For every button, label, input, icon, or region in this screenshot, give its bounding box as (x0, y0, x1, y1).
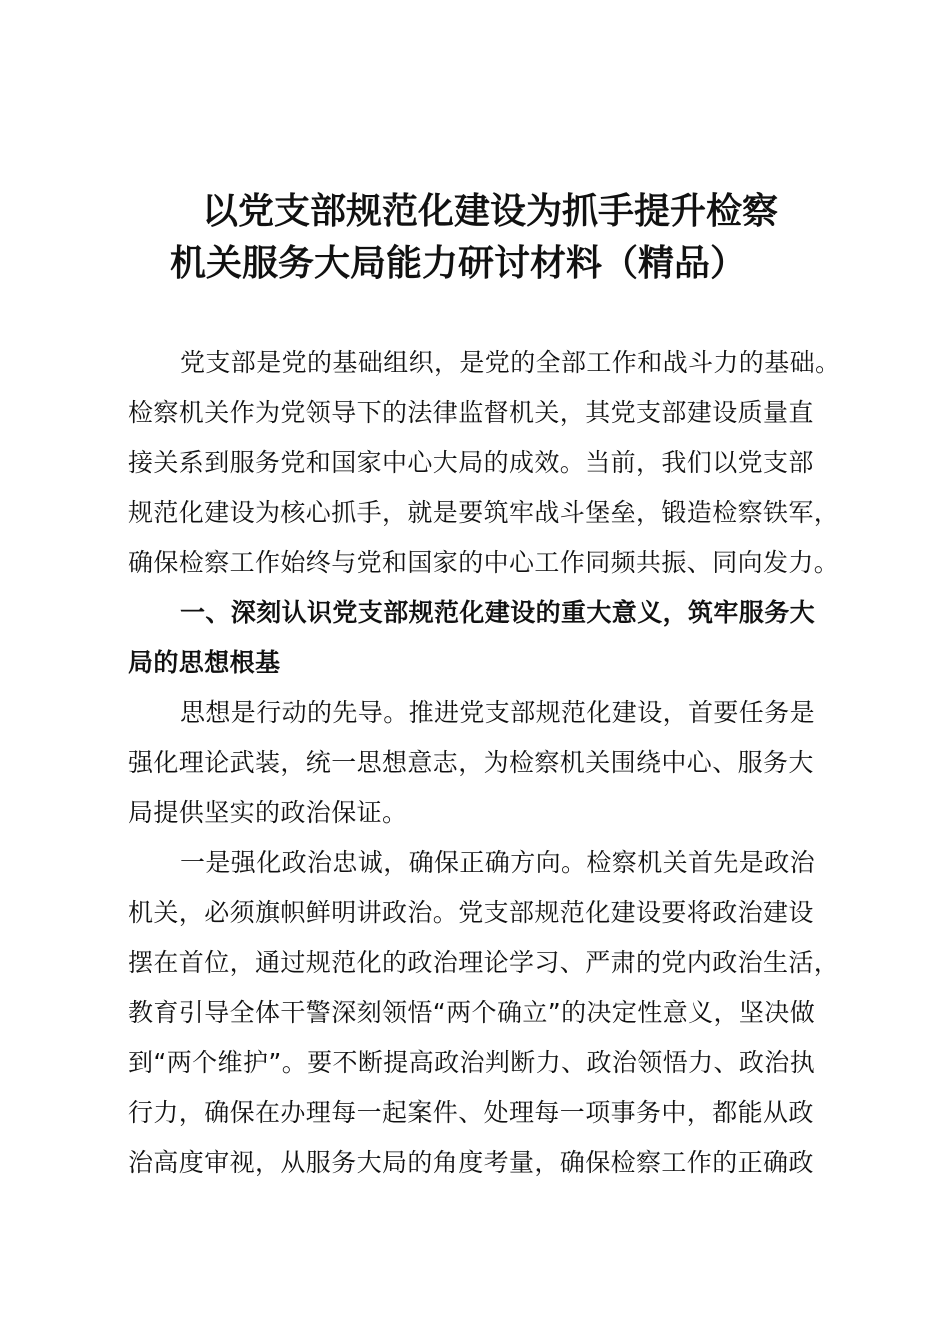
body-text-line: 机关，必须旗帜鲜明讲政治。党支部规范化建设要将政治建设 (128, 898, 814, 927)
section-heading-line: 一、深刻认识党支部规范化建设的重大意义，筑牢服务大 (180, 598, 816, 627)
body-text-line: 检察机关作为党领导下的法律监督机关，其党支部建设质量直 (128, 398, 814, 427)
body-text-line: 规范化建设为核心抓手，就是要筑牢战斗堡垒，锻造检察铁军， (128, 498, 840, 527)
body-text-line: 接关系到服务党和国家中心大局的成效。当前，我们以党支部 (128, 448, 814, 477)
body-text-line: 治高度审视，从服务大局的角度考量，确保检察工作的正确政 (128, 1148, 814, 1177)
body-text-line: 到“两个维护”。要不断提高政治判断力、政治领悟力、政治执 (128, 1048, 816, 1077)
body-text-line: 教育引导全体干警深刻领悟“两个确立”的决定性意义，坚决做 (128, 998, 816, 1027)
document-title-line-2: 机关服务大局能力研讨材料（精品） (170, 243, 747, 284)
body-text-line: 摆在首位，通过规范化的政治理论学习、严肃的党内政治生活， (128, 948, 840, 977)
body-text-line: 一是强化政治忠诚，确保正确方向。检察机关首先是政治 (180, 848, 816, 877)
document-title-line-1: 以党支部规范化建设为抓手提升检察 (201, 191, 778, 232)
body-text-line: 局提供坚实的政治保证。 (128, 798, 408, 827)
body-text-line: 党支部是党的基础组织，是党的全部工作和战斗力的基础。 (180, 348, 841, 377)
body-text-line: 行力，确保在办理每一起案件、处理每一项事务中，都能从政 (128, 1098, 814, 1127)
body-text-line: 强化理论武装，统一思想意志，为检察机关围绕中心、服务大 (128, 748, 814, 777)
section-heading-line: 局的思想根基 (128, 648, 281, 677)
body-text-line: 思想是行动的先导。推进党支部规范化建设，首要任务是 (180, 698, 816, 727)
body-text-line: 确保检察工作始终与党和国家的中心工作同频共振、同向发力。 (128, 548, 840, 577)
